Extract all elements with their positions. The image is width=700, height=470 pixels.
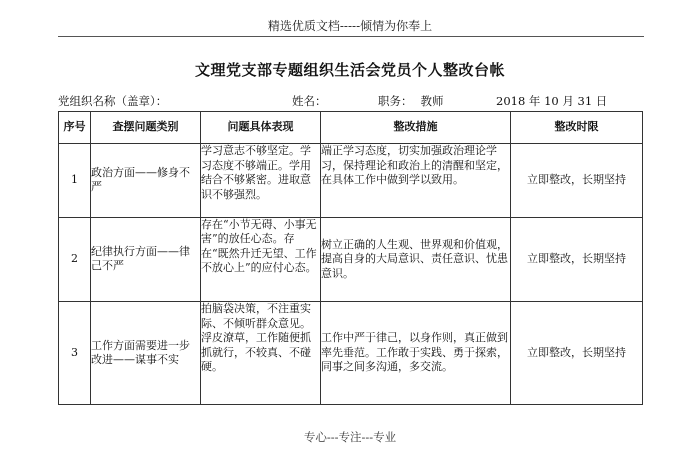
role-label: 职务： bbox=[378, 94, 413, 108]
page-header: 精选优质文档-----倾情为你奉上 bbox=[267, 19, 433, 33]
name-label: 姓名： bbox=[292, 94, 327, 108]
row-deadline: 立即整改，长期坚持 bbox=[511, 302, 643, 405]
header-no: 序号 bbox=[59, 112, 91, 144]
row-number: 1 bbox=[59, 144, 91, 218]
table-row bbox=[59, 144, 643, 218]
table-row bbox=[59, 217, 643, 301]
row-issue: 存在“小节无碍、小事无害”的放任心态。存在“既然升迁无望、工作不放心上”的应付心态。 bbox=[201, 217, 321, 301]
row-issue: 学习意志不够坚定。学习态度不够端正。学用结合不够紧密。进取意识不够强烈。 bbox=[201, 144, 321, 218]
header-deadline: 整改时限 bbox=[511, 112, 643, 144]
table-header-row bbox=[59, 112, 643, 144]
row-category: 纪律执行方面——律己不严 bbox=[91, 217, 201, 301]
row-deadline: 立即整改，长期坚持 bbox=[511, 217, 643, 301]
role-field bbox=[378, 93, 444, 109]
header-measure: 整改措施 bbox=[321, 112, 511, 144]
role-value: 教师 bbox=[420, 94, 444, 108]
row-number: 2 bbox=[59, 217, 91, 301]
row-measure: 树立正确的人生观、世界观和价值观，提高自身的大局意识、责任意识、忧患意识。 bbox=[321, 217, 511, 301]
document-title: 文理党支部专题组织生活会党员个人整改台帐 bbox=[194, 61, 505, 79]
rectification-ledger-table bbox=[58, 111, 643, 405]
row-deadline: 立即整改，长期坚持 bbox=[511, 144, 643, 218]
row-number: 3 bbox=[59, 302, 91, 405]
date-field: 2018 年 10 月 31 日 bbox=[496, 94, 608, 108]
header-category: 查摆问题类别 bbox=[91, 112, 201, 144]
header-issue: 问题具体表现 bbox=[201, 112, 321, 144]
table-row bbox=[59, 302, 643, 405]
header-divider bbox=[58, 36, 644, 37]
page-footer: 专心---专注---专业 bbox=[303, 430, 397, 444]
row-measure: 端正学习态度，切实加强政治理论学习，保持理论和政治上的清醒和坚定，在具体工作中做到学以致用。 bbox=[321, 144, 511, 218]
row-category: 工作方面需要进一步改进——谋事不实 bbox=[91, 302, 201, 405]
row-category: 政治方面——修身不严 bbox=[91, 144, 201, 218]
row-measure: 工作中严于律己，以身作则，真正做到率先垂范。工作敢于实践、勇于探索，同事之间多沟通，多交流。 bbox=[321, 302, 511, 405]
row-issue: 拍脑袋决策，不注重实际、不倾听群众意见。浮皮潦草，工作随便抓抓就行，不较真、不碰硬。 bbox=[201, 302, 321, 405]
org-name-label: 党组织名称（盖章）： bbox=[58, 94, 168, 108]
